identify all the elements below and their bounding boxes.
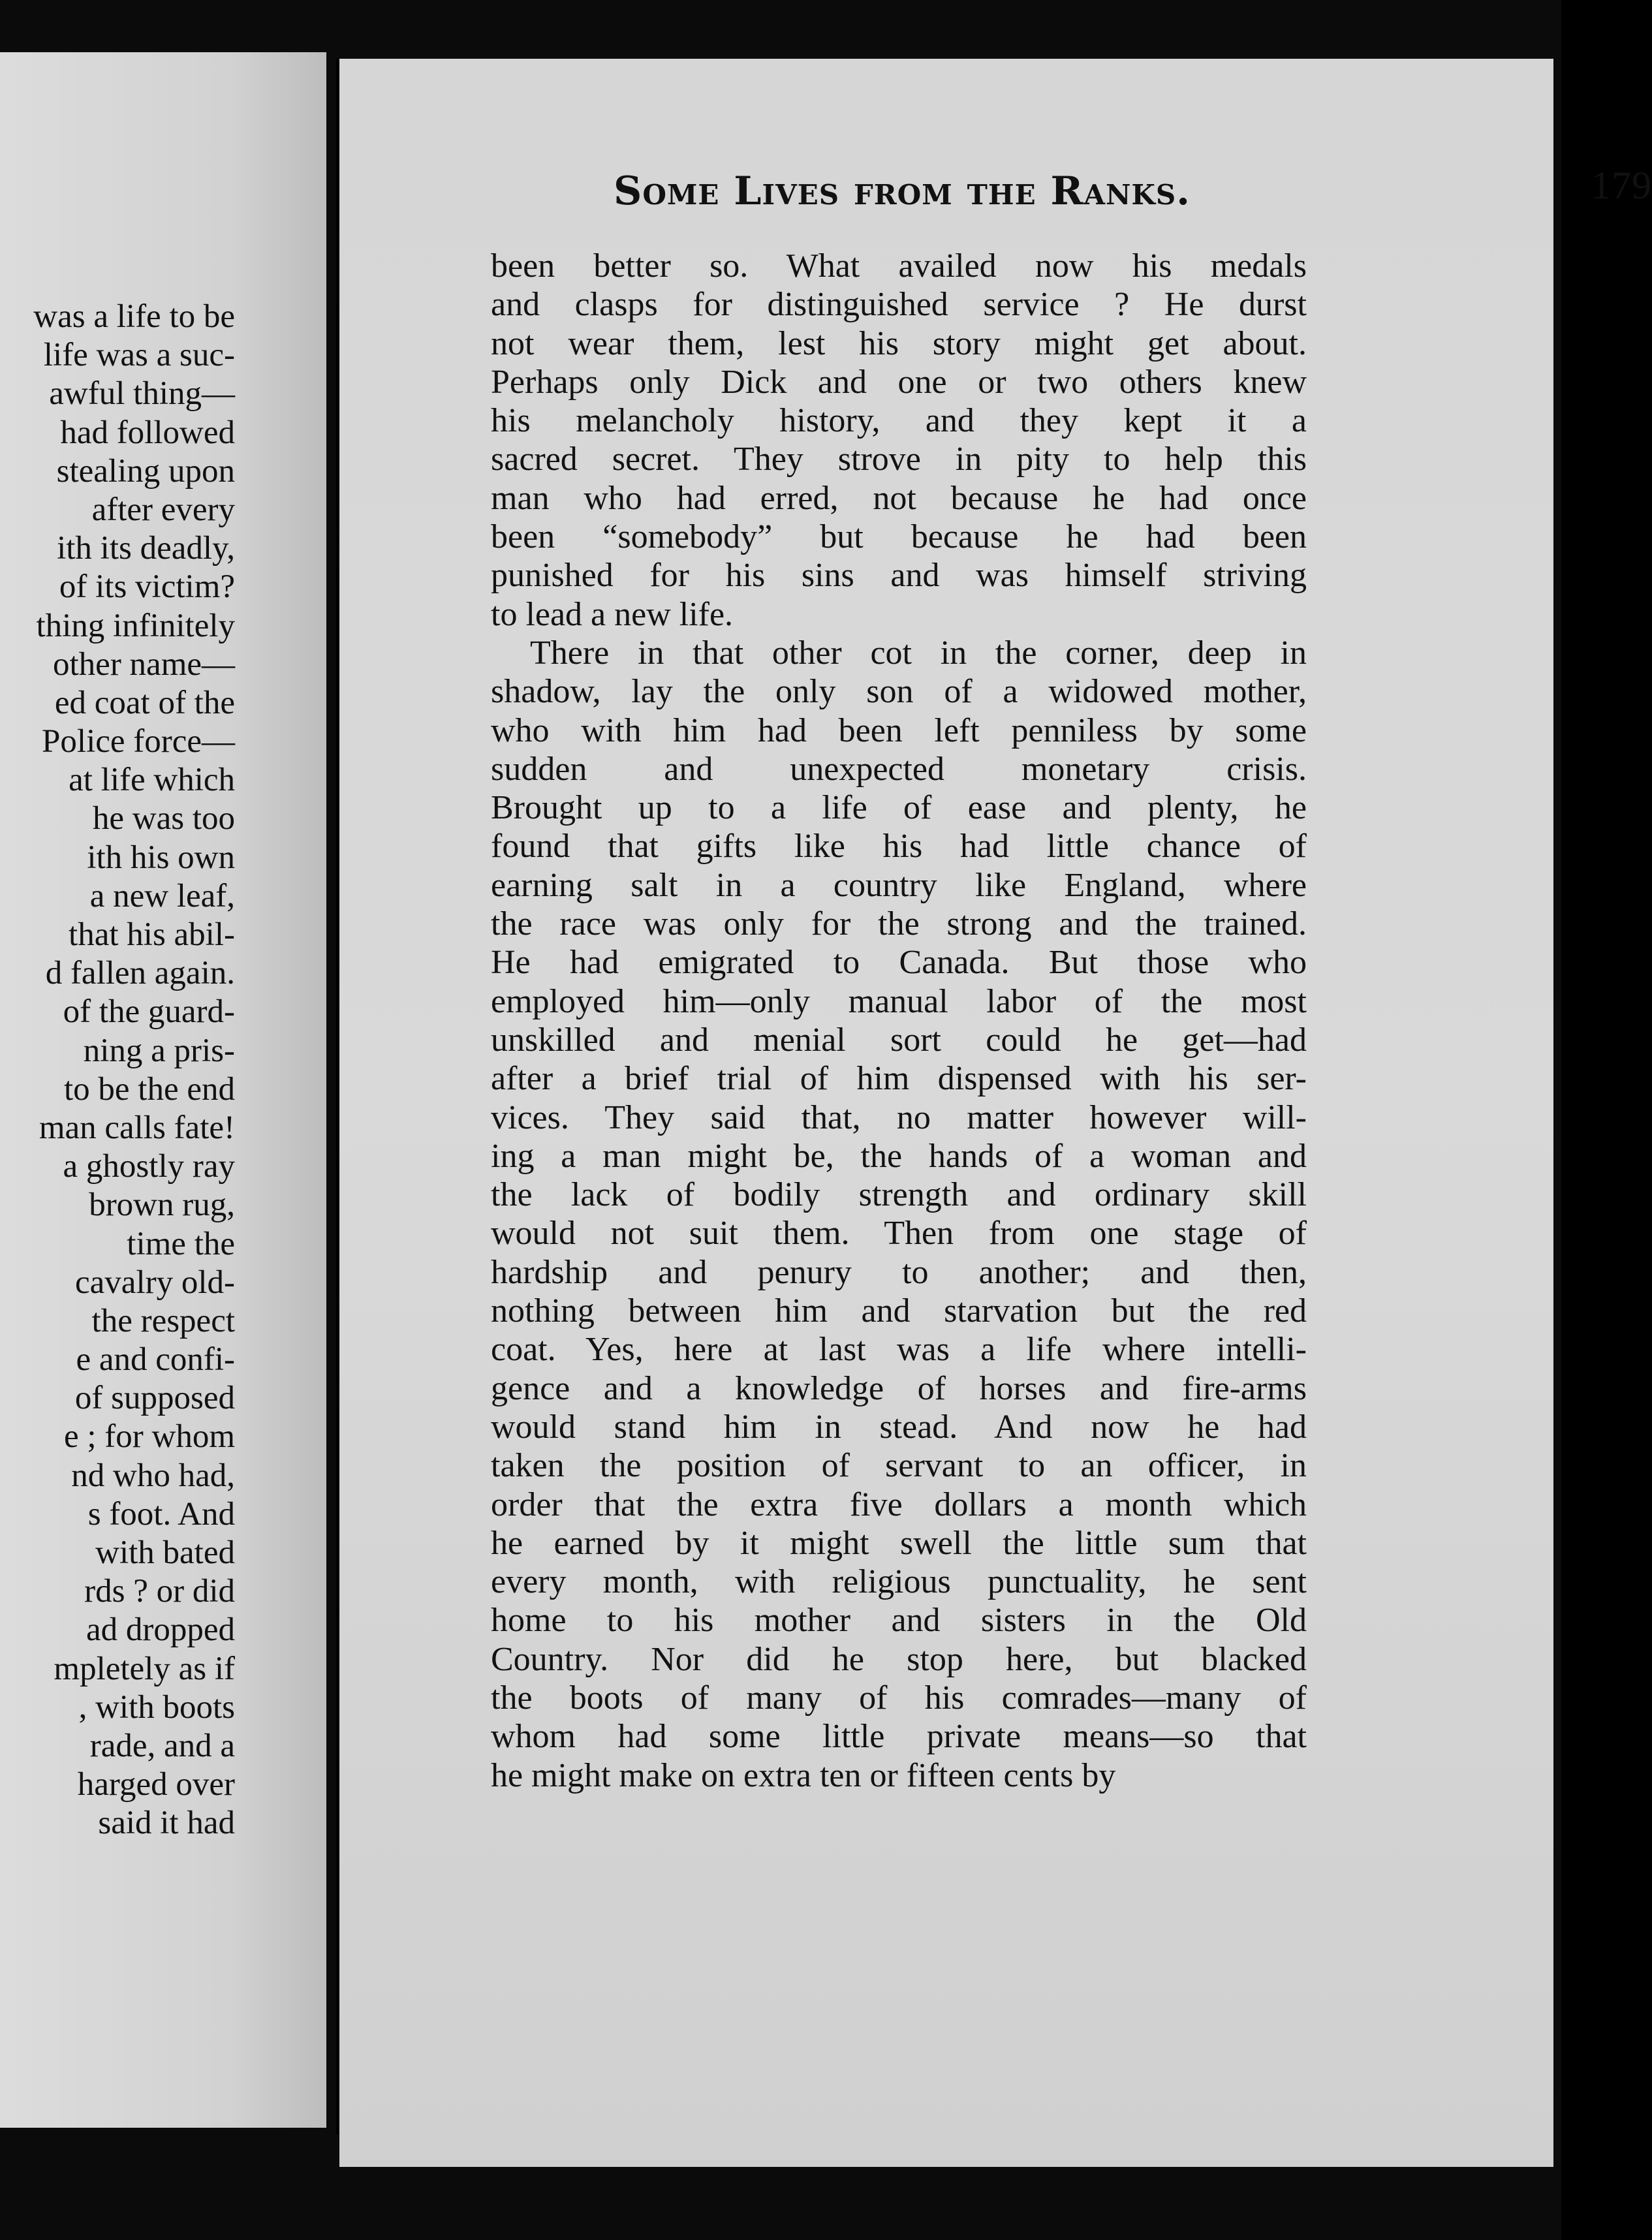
text-line: earning salt in a country like England, where [491,866,1307,904]
text-line: He had emigrated to Canada. But those who [491,944,1307,982]
facing-page-line: nd who had, [71,1457,235,1494]
text-line: would stand him in stead. And now he had [491,1408,1307,1446]
text-line: who with him had been left penniless by some [491,711,1307,749]
text-line: whom had some little private means—so that [491,1718,1307,1756]
text-line: taken the position of servant to an officer, in [491,1447,1307,1485]
facing-page-line: of supposed [74,1380,235,1417]
facing-page-text [33,298,235,1843]
facing-page-line: stealing upon [56,452,235,490]
facing-page-line: to be the end [64,1070,235,1108]
facing-page-line: of its victim? [59,568,235,606]
facing-page-line: that his abil- [69,916,235,953]
text-line: vices. They said that, no matter however will- [491,1098,1307,1136]
facing-page-line: ed coat of the [54,684,235,721]
text-line: ing a man might be, the hands of a woman and [491,1137,1307,1175]
text-line: his melancholy history, and they kept it a [491,402,1307,440]
facing-page-line: said it had [98,1805,235,1842]
facing-page-line: with bated [95,1534,235,1571]
text-line: Perhaps only Dick and one or two others knew [491,363,1307,401]
text-line: and clasps for distinguished service ? He durst [491,286,1307,324]
facing-page-line: a new leaf, [89,877,235,914]
body-text [491,247,1307,1795]
facing-page-line: of the guard- [63,993,235,1031]
text-line: to lead a new life. [491,595,734,633]
facing-page-line: brown rug, [89,1187,235,1224]
page-number: 179 [1591,164,1652,207]
running-head [614,164,1652,214]
text-line: would not suit them. Then from one stage of [491,1215,1307,1252]
text-line: every month, with religious punctuality, he sent [491,1563,1307,1601]
facing-page-line: ith its deadly, [57,530,235,567]
facing-page-left [0,52,326,2128]
facing-page-line: mpletely as if [54,1650,235,1687]
facing-page-line: had followed [60,414,235,451]
facing-page-line: thing infinitely [36,607,235,644]
text-line: gence and a knowledge of horses and fire-arms [491,1369,1307,1407]
facing-page-line: ning a pris- [83,1032,235,1069]
running-head-title: Some Lives from the Ranks. [614,168,1191,214]
facing-page-line: e and confi- [76,1341,235,1378]
facing-page-line: e ; for whom [63,1418,235,1455]
facing-page-line: Police force— [42,723,235,760]
text-line: found that gifts like his had little chance of [491,828,1307,865]
facing-page-line: after every [91,491,235,528]
text-line: been “somebody” but because he had been [491,518,1307,556]
paragraph [491,247,1307,634]
paragraph [491,634,1307,1795]
text-line: home to his mother and sisters in the Old [491,1602,1307,1640]
facing-page-line: at life which [69,762,235,799]
facing-page-line: rade, and a [89,1727,235,1764]
text-line: nothing between him and starvation but the red [491,1292,1307,1330]
text-line: he earned by it might swell the little sum that [491,1524,1307,1562]
text-line: not wear them, lest his story might get about. [491,324,1307,362]
facing-page-line: awful thing— [49,375,235,412]
facing-page-line: the respect [91,1302,235,1339]
facing-page-line: , with boots [78,1688,235,1726]
text-line: the lack of bodily strength and ordinary skill [491,1176,1307,1214]
text-line: he might make on extra ten or fifteen cents by [491,1756,1116,1794]
text-line: after a brief trial of him dispensed with his ser- [491,1060,1307,1098]
text-line: the boots of many of his comrades—many of [491,1679,1307,1717]
facing-page-line: he was too [92,800,235,837]
facing-page-line: life was a suc- [43,337,235,374]
text-line: There in that other cot in the corner, deep in [530,634,1307,672]
text-line: punished for his sins and was himself striving [491,557,1307,595]
page-179 [339,59,1652,2167]
facing-page-line: cavalry old- [75,1264,235,1301]
text-line: Country. Nor did he stop here, but blacked [491,1640,1307,1678]
facing-page-line: rds ? or did [84,1573,235,1610]
text-line: Brought up to a life of ease and plenty, he [491,789,1307,827]
text-line: employed him—only manual labor of the most [491,982,1307,1020]
facing-page-line: man calls fate! [39,1109,235,1146]
text-line: coat. Yes, here at last was a life where intelli- [491,1331,1307,1369]
text-line: hardship and penury to another; and then, [491,1253,1307,1291]
text-line: unskilled and menial sort could he get—had [491,1021,1307,1059]
text-line: man who had erred, not because he had once [491,479,1307,517]
text-line: order that the extra five dollars a month which [491,1486,1307,1523]
facing-page-line: other name— [53,646,235,683]
facing-page-line: was a life to be [33,298,235,335]
facing-page-line: a ghostly ray [63,1148,235,1185]
text-line: sacred secret. They strove in pity to help this [491,441,1307,478]
text-line: the race was only for the strong and the trained. [491,905,1307,943]
facing-page-line: time the [127,1225,235,1262]
text-line: been better so. What availed now his medals [491,247,1307,285]
facing-page-line: d fallen again. [45,955,235,992]
facing-page-line: harged over [77,1766,235,1803]
facing-page-line: ad dropped [86,1611,235,1649]
facing-page-line: ith his own [87,839,235,876]
text-line: sudden and unexpected monetary crisis. [491,750,1307,788]
facing-page-line: s foot. And [87,1495,235,1532]
text-line: shadow, lay the only son of a widowed mother, [491,673,1307,711]
